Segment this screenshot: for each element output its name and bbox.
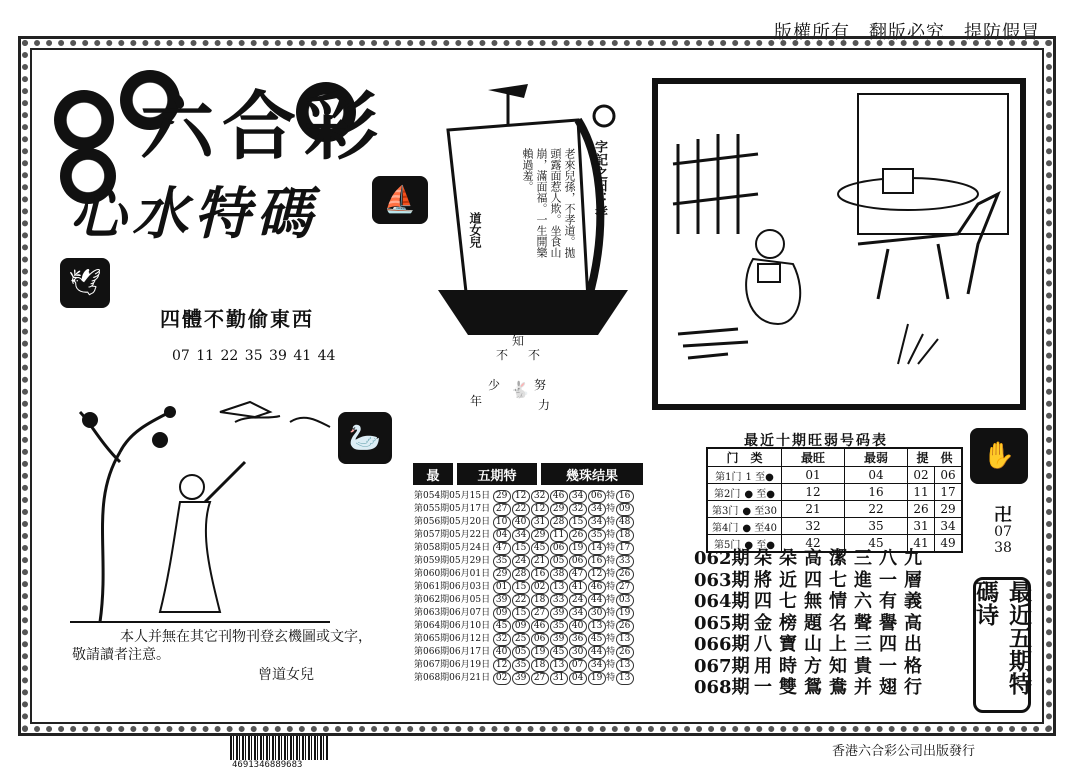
number-ball: 34 (569, 490, 587, 503)
number-ball: 46 (550, 490, 568, 503)
number-ball: 41 (569, 581, 587, 594)
number-ball: 28 (550, 516, 568, 529)
special-mark: 特 (606, 569, 616, 579)
ten-table-title: 最近十期旺弱号码表 (744, 433, 888, 449)
gate-range: 1 至● (745, 471, 774, 483)
sail-signature: 道女兒 (468, 212, 482, 248)
barcode (230, 736, 328, 760)
prediction-issue: 064期 (694, 591, 750, 612)
history-row (413, 490, 635, 503)
history-row (413, 529, 635, 542)
proverb-char: 不 (496, 348, 509, 362)
history-row (413, 581, 635, 594)
proverb-char: 不 (528, 348, 541, 362)
history-issue: 第059期05月29日 (414, 556, 491, 566)
notice (72, 628, 372, 664)
history-balls (491, 646, 635, 659)
number-ball: 32 (493, 633, 511, 646)
history-balls (491, 607, 635, 620)
special-mark: 特 (606, 634, 616, 644)
ten-cold-cell: 22 (845, 501, 908, 518)
number-ball: 46 (531, 620, 549, 633)
history-balls (491, 516, 635, 529)
ten-cold-cell: 45 (845, 535, 908, 553)
special-ball: 48 (616, 516, 634, 529)
number-ball: 06 (569, 555, 587, 568)
ten-hot-cell: 01 (782, 467, 845, 484)
history-issue: 第068期06月21日 (414, 673, 491, 683)
special-ball: 26 (616, 568, 634, 581)
prediction-row (694, 677, 929, 699)
scene-illustration (652, 78, 1026, 410)
number-ball: 05 (512, 646, 530, 659)
number-ball: 40 (493, 646, 511, 659)
number-ball: 12 (493, 659, 511, 672)
history-balls (491, 529, 635, 542)
gate-range: ● 至● (744, 539, 776, 551)
number-ball: 04 (493, 529, 511, 542)
number-ball: 33 (550, 594, 568, 607)
fisherman-icon: ⛵ (372, 176, 428, 224)
number-ball: 02 (531, 581, 549, 594)
gate-label: 第2门 (714, 488, 741, 500)
number-ball: 06 (550, 542, 568, 555)
gate-cell (707, 484, 782, 501)
special-ball: 03 (616, 594, 634, 607)
ten-hot-cell: 12 (782, 484, 845, 501)
number-ball: 13 (550, 659, 568, 672)
ten-row (707, 518, 962, 535)
number-ball: 12 (588, 568, 606, 581)
special-mark: 特 (606, 530, 616, 540)
special-mark: 特 (606, 595, 616, 605)
prediction-row (694, 634, 929, 656)
number-ball: 39 (493, 594, 511, 607)
special-mark: 特 (606, 543, 616, 553)
ten-p1-cell: 41 (908, 535, 935, 553)
history-balls (491, 542, 635, 555)
gate-range: ● 至40 (742, 522, 778, 534)
number-ball: 14 (588, 542, 606, 555)
number-ball: 21 (531, 555, 549, 568)
prediction-row (694, 570, 929, 592)
prediction-issue: 067期 (694, 655, 750, 677)
number-ball: 10 (493, 516, 511, 529)
number-ball: 01 (493, 581, 511, 594)
ten-p1-cell: 26 (908, 501, 935, 518)
history-issue: 第056期05月20日 (414, 517, 491, 527)
history-balls (491, 490, 635, 503)
notice-line: 敬請讀者注意。 (72, 647, 170, 663)
history-header-cell: 最 (413, 463, 453, 485)
side-code (994, 505, 1012, 556)
special-ball: 19 (616, 607, 634, 620)
number-ball: 19 (569, 542, 587, 555)
history-issue: 第061期06月03日 (414, 582, 491, 592)
history-issue: 第060期06月01日 (414, 569, 491, 579)
number-ball: 40 (569, 620, 587, 633)
history-balls (491, 568, 635, 581)
prediction-row (694, 591, 929, 613)
special-ball: 13 (616, 659, 634, 672)
prediction-issue: 065期 (694, 612, 750, 634)
proverb-char: 知 (512, 334, 525, 348)
barcode-number: 4691346889683 (232, 760, 303, 770)
number-ball: 25 (512, 633, 530, 646)
number-ball: 45 (493, 620, 511, 633)
number-ball: 29 (493, 568, 511, 581)
ten-row (707, 484, 962, 501)
history-balls (491, 503, 635, 516)
number-ball: 26 (569, 529, 587, 542)
side-code-symbol: 卍 (994, 505, 1012, 526)
sub-title: 心水特碼 (70, 182, 318, 247)
number-ball: 29 (550, 503, 568, 516)
proverb-char: 少 (488, 378, 501, 392)
special-ball: 17 (616, 542, 634, 555)
ten-col-header: 提 供 (908, 448, 963, 467)
gate-range: ● 至● (744, 488, 776, 500)
history-row (413, 620, 635, 633)
special-ball: 18 (616, 529, 634, 542)
vertical-title: 最近五期特碼诗 (973, 577, 1031, 713)
gate-cell (707, 467, 782, 484)
history-issue: 第058期05月24日 (414, 543, 491, 553)
number-ball: 04 (569, 672, 587, 685)
gate-cell (707, 501, 782, 518)
number-ball: 16 (588, 555, 606, 568)
number-ball: 31 (531, 516, 549, 529)
gate-label: 第5门 (714, 539, 741, 551)
number-ball: 46 (588, 581, 606, 594)
number-ball: 15 (569, 516, 587, 529)
special-mark: 特 (606, 491, 616, 501)
ten-cold-cell: 16 (845, 484, 908, 501)
number-ball: 05 (550, 555, 568, 568)
special-mark: 特 (606, 504, 616, 514)
history-issue: 第055期05月17日 (414, 504, 491, 514)
ten-p1-cell: 11 (908, 484, 935, 501)
proverb-char: 年 (470, 394, 483, 408)
prediction-text: 用時方知貴一格 (754, 655, 929, 677)
number-ball: 40 (512, 516, 530, 529)
special-mark: 特 (606, 582, 616, 592)
prediction-issue: 068期 (694, 677, 750, 698)
ten-hot-cell: 21 (782, 501, 845, 518)
side-code-value: 07 (994, 524, 1012, 540)
number-ball: 13 (588, 620, 606, 633)
number-ball: 07 (569, 659, 587, 672)
number-ball: 44 (588, 594, 606, 607)
prediction-row (694, 548, 929, 570)
number-ball: 39 (550, 607, 568, 620)
ten-p2-cell: 34 (935, 518, 963, 535)
history-row (413, 594, 635, 607)
number-ball: 24 (569, 594, 587, 607)
number-ball: 19 (531, 646, 549, 659)
number-ball: 34 (588, 659, 606, 672)
number-ball: 31 (550, 672, 568, 685)
special-ball: 16 (616, 490, 634, 503)
number-ball: 32 (531, 490, 549, 503)
number-ball: 30 (588, 607, 606, 620)
history-issue: 第067期06月19日 (414, 660, 491, 670)
prediction-text: 金榜題名聲譽高 (754, 612, 929, 634)
special-mark: 特 (606, 517, 616, 527)
ten-hot-cell: 32 (782, 518, 845, 535)
ten-col-header: 门 类 (707, 448, 782, 467)
number-ball: 35 (550, 620, 568, 633)
proverb (470, 332, 560, 412)
special-ball: 27 (616, 581, 634, 594)
main-title: 六合彩 (140, 84, 386, 170)
number-ball: 35 (493, 555, 511, 568)
history-issue: 第062期06月05日 (414, 595, 491, 605)
publisher: 香港六合彩公司出版發行 (832, 744, 976, 759)
prediction-text: 四七無情六有義 (754, 591, 929, 612)
number-ball: 09 (512, 620, 530, 633)
ten-row (707, 467, 962, 484)
history-balls (491, 672, 635, 685)
number-ball: 30 (569, 646, 587, 659)
history-row (413, 503, 635, 516)
number-ball: 27 (493, 503, 511, 516)
history-issue: 第057期05月22日 (414, 530, 491, 540)
ten-hot-cell: 42 (782, 535, 845, 553)
number-ball: 32 (569, 503, 587, 516)
history-balls (491, 620, 635, 633)
prediction-row (694, 613, 929, 635)
number-ball: 02 (493, 672, 511, 685)
history-balls (491, 581, 635, 594)
rabbit-icon: 🐇 (510, 380, 530, 399)
ten-p2-cell: 29 (935, 501, 963, 518)
ten-cold-cell: 35 (845, 518, 908, 535)
gate-label: 第4门 (712, 522, 739, 534)
history-row (413, 555, 635, 568)
prediction-issue: 063期 (694, 569, 750, 591)
number-ball: 27 (531, 607, 549, 620)
ten-p2-cell: 06 (935, 467, 963, 484)
history-issue: 第065期06月12日 (414, 634, 491, 644)
predictions-list (694, 548, 929, 699)
number-ball: 18 (531, 594, 549, 607)
number-ball: 09 (493, 607, 511, 620)
number-ball: 39 (512, 672, 530, 685)
special-mark: 特 (606, 556, 616, 566)
special-mark: 特 (606, 660, 616, 670)
history-header (413, 463, 643, 485)
ten-col-header: 最旺 (782, 448, 845, 467)
sail-title: 字記之曰：孝 (592, 140, 607, 218)
number-ball: 15 (512, 542, 530, 555)
gate-range: ● 至30 (742, 505, 778, 517)
number-ball: 15 (512, 581, 530, 594)
number-ball: 34 (588, 503, 606, 516)
number-ball: 11 (550, 529, 568, 542)
special-mark: 特 (606, 673, 616, 683)
number-ball: 44 (588, 646, 606, 659)
ten-col-header: 最弱 (845, 448, 908, 467)
ten-row (707, 501, 962, 518)
prediction-text: 一雙鴛鴦并翅行 (754, 677, 929, 698)
scholar-illustration (60, 392, 340, 632)
number-ball: 35 (512, 659, 530, 672)
history-row (413, 516, 635, 529)
history-table (413, 490, 635, 685)
special-mark: 特 (606, 647, 616, 657)
notice-signature: 曾道女兒 (258, 667, 314, 683)
number-ball: 19 (588, 672, 606, 685)
history-row (413, 607, 635, 620)
history-balls (491, 659, 635, 672)
number-ball: 24 (512, 555, 530, 568)
history-row (413, 646, 635, 659)
special-ball: 26 (616, 620, 634, 633)
number-ball: 15 (512, 607, 530, 620)
side-code-value: 38 (994, 540, 1012, 556)
number-ball: 18 (531, 659, 549, 672)
history-balls (491, 555, 635, 568)
number-ball: 45 (531, 542, 549, 555)
number-ball: 45 (588, 633, 606, 646)
number-list: 07 11 22 35 39 41 44 (172, 348, 336, 364)
number-ball: 27 (531, 672, 549, 685)
prediction-text: 將近四七進一層 (754, 569, 929, 591)
crane-icon: 🕊 (60, 258, 110, 308)
number-ball: 47 (569, 568, 587, 581)
number-ball: 39 (550, 633, 568, 646)
number-ball: 47 (493, 542, 511, 555)
special-mark: 特 (606, 608, 616, 618)
prediction-text: 朵朵高潔三八九 (754, 548, 929, 569)
number-ball: 13 (550, 581, 568, 594)
copyright-notice: 版權所有 翻版必究 提防假冒 (774, 22, 1040, 43)
special-ball: 13 (616, 672, 634, 685)
number-ball: 35 (588, 529, 606, 542)
history-row (413, 568, 635, 581)
history-issue: 第064期06月10日 (414, 621, 491, 631)
number-ball: 34 (588, 516, 606, 529)
history-row (413, 659, 635, 672)
hand-icon: ✋ (970, 428, 1028, 484)
ten-p2-cell: 49 (935, 535, 963, 553)
prediction-issue: 062期 (694, 548, 750, 569)
special-mark: 特 (606, 621, 616, 631)
special-ball: 09 (616, 503, 634, 516)
history-issue: 第063期06月07日 (414, 608, 491, 618)
number-ball: 34 (569, 607, 587, 620)
number-ball: 45 (550, 646, 568, 659)
number-ball: 28 (512, 568, 530, 581)
history-row (413, 542, 635, 555)
ten-p2-cell: 17 (935, 484, 963, 501)
gate-label: 第1门 (715, 471, 742, 483)
gate-label: 第3门 (712, 505, 739, 517)
number-ball: 16 (531, 568, 549, 581)
number-ball: 22 (512, 594, 530, 607)
history-balls (491, 594, 635, 607)
prediction-row (694, 656, 929, 678)
history-header-cell: 幾珠结果 (541, 463, 643, 485)
number-ball: 34 (512, 529, 530, 542)
number-ball: 29 (531, 529, 549, 542)
ten-cold-cell: 04 (845, 467, 908, 484)
special-ball: 26 (616, 646, 634, 659)
special-ball: 33 (616, 555, 634, 568)
special-ball: 13 (616, 633, 634, 646)
number-ball: 12 (512, 490, 530, 503)
number-ball: 38 (550, 568, 568, 581)
number-ball: 22 (512, 503, 530, 516)
prediction-text: 八寶山上三四出 (754, 634, 929, 655)
ten-p1-cell: 31 (908, 518, 935, 535)
history-issue: 第066期06月17日 (414, 647, 491, 657)
history-header-cell: 五期特 (457, 463, 537, 485)
sail-poem: 老來兒孫，不孝道。拋頭露面惹人欺。坐食山崩，滿面福。一生開樂賴過羞。 (521, 148, 576, 258)
number-ball: 36 (569, 633, 587, 646)
number-ball: 29 (493, 490, 511, 503)
gate-cell (707, 518, 782, 535)
history-row (413, 633, 635, 646)
proverb-char: 力 (538, 398, 551, 412)
notice-line: 本人并無在其它刊物刊登玄機圖或文字， (120, 629, 372, 645)
number-ball: 12 (531, 503, 549, 516)
bird-icon: 🦢 (338, 412, 392, 464)
slogan: 四體不勤偷東西 (160, 307, 314, 331)
history-row (413, 672, 635, 685)
history-issue: 第054期05月15日 (414, 491, 491, 501)
ten-table (706, 447, 963, 553)
ten-p1-cell: 02 (908, 467, 935, 484)
prediction-issue: 066期 (694, 634, 750, 655)
history-balls (491, 633, 635, 646)
number-ball: 06 (531, 633, 549, 646)
proverb-char: 努 (534, 378, 547, 392)
number-ball: 06 (588, 490, 606, 503)
decor-circle (54, 90, 114, 150)
